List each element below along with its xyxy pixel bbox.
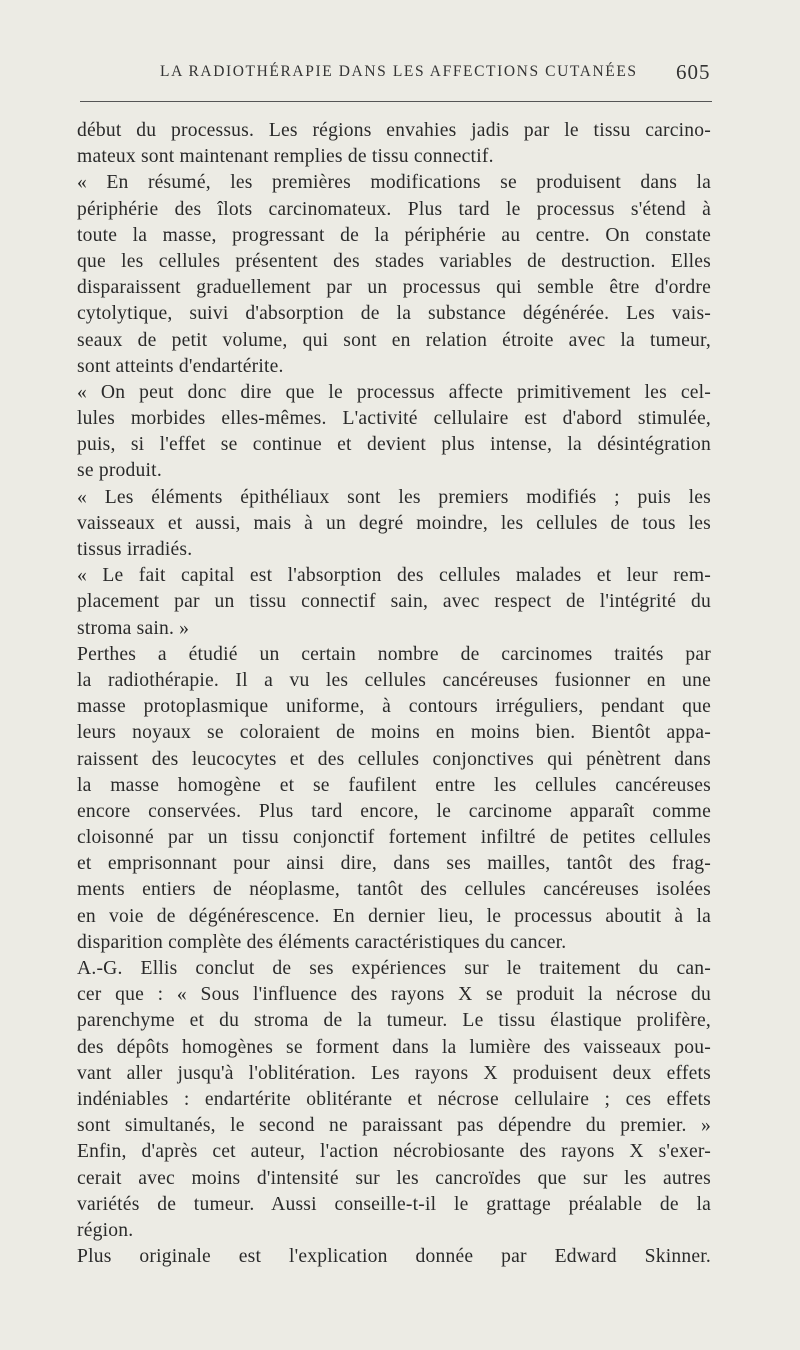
text-line: puis, si l'effet se continue et devient plus intense, la désintégration [77,434,711,456]
text-line: « En résumé, les premières modifications se produisent dans la [77,172,711,194]
text-line: encore conservées. Plus tard encore, le carcinome apparaît comme [77,800,711,822]
text-line: raissent des leucocytes et des cellules conjonctives qui pénètrent dans [77,748,711,770]
text-line: en voie de dégénérescence. En dernier lieu, le processus aboutit à la [77,905,711,927]
text-line: mateux sont maintenant remplies de tissu connectif. [77,146,494,168]
text-line: stroma sain. » [77,617,190,639]
text-line: des dépôts homogènes se forment dans la lumière des vaisseaux pou- [77,1036,711,1058]
text-line: cloisonné par un tissu conjonctif fortement infiltré de petites cellules [77,827,711,849]
page-number: 605 [676,60,711,84]
text-line: la radiothérapie. Il a vu les cellules cancéreuses fusionner en une [77,669,711,691]
text-line: « Le fait capital est l'absorption des cellules malades et leur rem- [77,565,711,587]
text-line: début du processus. Les régions envahies jadis par le tissu carcino- [77,120,711,141]
text-line: région. [77,1219,134,1241]
text-line: parenchyme et du stroma de la tumeur. Le tissu élastique prolifère, [77,1010,711,1032]
text-line: toute la masse, progressant de la périphérie au centre. On constate [77,224,711,246]
text-line: vant aller jusqu'à l'oblitération. Les rayons X produisent deux effets [77,1062,711,1084]
text-line: périphérie des îlots carcinomateux. Plus tard le processus s'étend à [77,198,711,220]
text-line: sont atteints d'endartérite. [77,355,284,377]
text-line: masse protoplasmique uniforme, à contours irréguliers, pendant que [77,696,711,718]
text-line: A.-G. Ellis conclut de ses expériences sur le traitement du can- [77,958,711,979]
text-line: disparition complète des éléments caractéristiques du cancer. [77,931,567,953]
text-line: se produit. [77,460,162,482]
text-line: la masse homogène et se faufilent entre les cellules cancéreuses [77,774,711,796]
text-line: disparaissent graduellement par un processus qui semble être d'ordre [77,277,711,299]
text-line: cytolytique, suivi d'absorption de la substance dégénérée. Les vais- [77,303,711,325]
text-line: « On peut donc dire que le processus affecte primitivement les cel- [77,381,711,403]
text-line: lules morbides elles-mêmes. L'activité cellulaire est d'abord stimulée, [77,408,711,430]
text-line: « Les éléments épithéliaux sont les premiers modifiés ; puis les [77,486,711,508]
text-line: ments entiers de néoplasme, tantôt des cellules cancéreuses isolées [77,879,711,901]
text-line: vaisseaux et aussi, mais à un degré moindre, les cellules de tous les [77,512,711,534]
page-header [0,60,800,89]
text-line: que les cellules présentent des stades variables de destruction. Elles [77,250,711,272]
text-line: leurs noyaux se coloraient de moins en moins bien. Bientôt appa- [77,722,711,744]
text-line: cer que : « Sous l'influence des rayons X se produit la nécrose du [77,984,711,1006]
text-line: sont simultanés, le second ne paraissant pas dépendre du premier. » [77,1115,711,1137]
text-line: et emprisonnant pour ainsi dire, dans ses mailles, tantôt des frag- [77,853,711,875]
text-line: tissus irradiés. [77,539,193,560]
text-line: Enfin, d'après cet auteur, l'action nécrobiosante des rayons X s'exer- [77,1141,711,1163]
running-title: LA RADIOTHÉRAPIE DANS LES AFFECTIONS CUTANÉES [160,63,638,80]
header-rule [80,101,712,102]
text-line: cerait avec moins d'intensité sur les cancroïdes que sur les autres [77,1167,711,1189]
text-line: Perthes a étudié un certain nombre de carcinomes traités par [77,643,711,665]
text-line: Plus originale est l'explication donnée par Edward Skinner. [77,1246,711,1268]
text-line: indéniables : endartérite oblitérante et nécrose cellulaire ; ces effets [77,1088,711,1110]
text-line: seaux de petit volume, qui sont en relation étroite avec la tumeur, [77,329,711,351]
body-text [77,118,711,1270]
text-line: variétés de tumeur. Aussi conseille-t-il le grattage préalable de la [77,1193,711,1215]
text-line: placement par un tissu connectif sain, avec respect de l'intégrité du [77,591,711,613]
